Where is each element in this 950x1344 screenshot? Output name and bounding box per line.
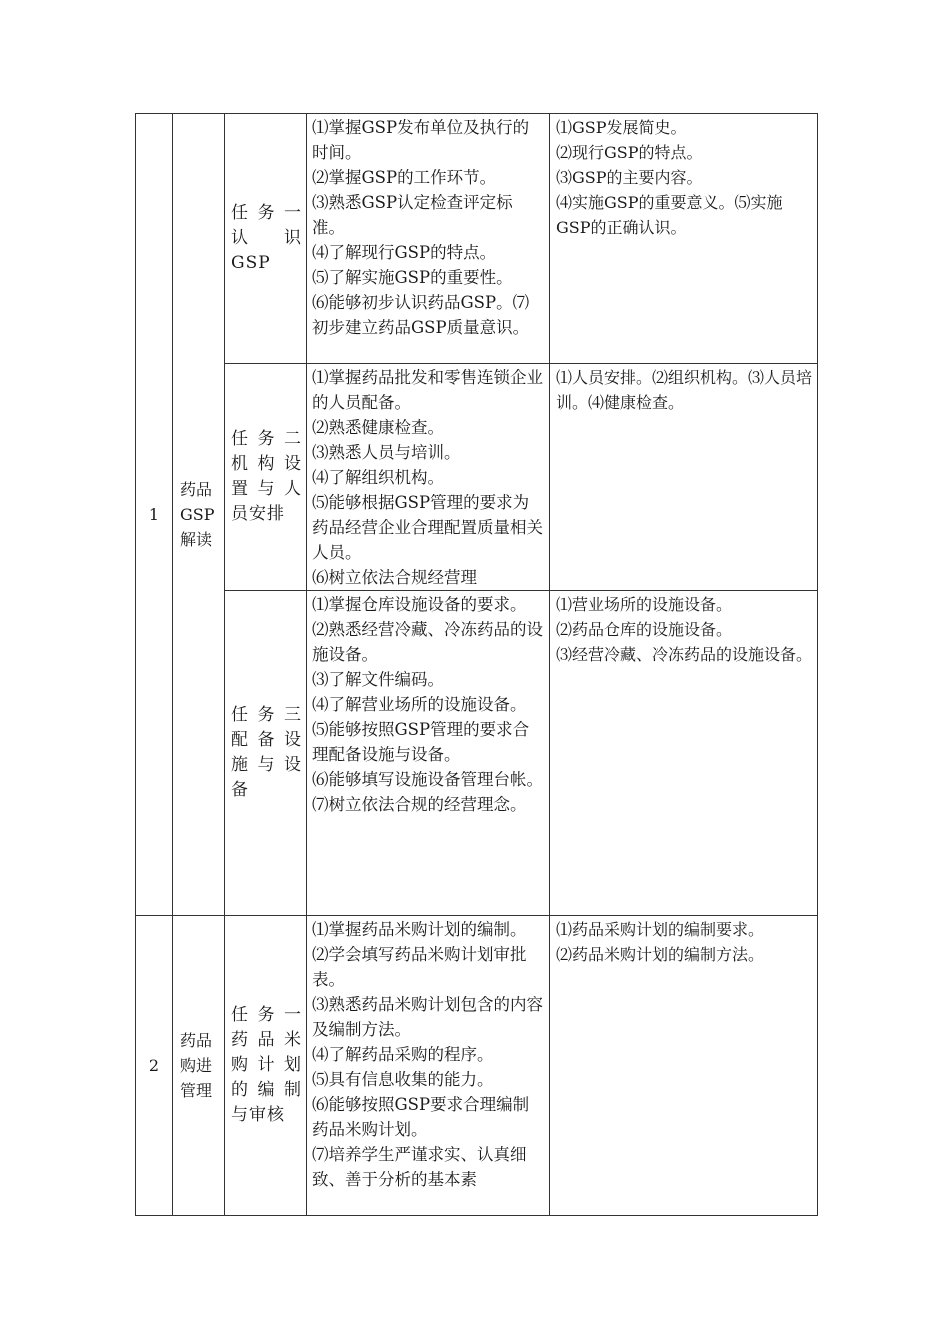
objective-item: ⑹能够初步认识药品GSP。⑺初步建立药品GSP质量意识。 [312,293,530,337]
objective-item: ⑺树立依法合规的经营理念。 [312,795,527,814]
row-number: 1 [136,114,173,916]
objective-item: ⑵熟悉经营冷藏、冷冻药品的设施设备。 [312,620,543,664]
objective-item: ⑶熟悉药品米购计划包含的内容及编制方法。 [312,995,543,1039]
task-objectives [307,364,550,591]
task-content [550,916,818,1216]
task-name: 任务二机构设置与人员安排 [225,364,307,591]
table-row [136,114,818,364]
objective-item: ⑶熟悉GSP认定检查评定标准。 [312,193,513,237]
objective-item: ⑸能够按照GSP管理的要求合理配备设施与设备。 [312,720,530,764]
objective-item: ⑴掌握仓库设施设备的要求。 [312,595,527,614]
objective-item: ⑸具有信息收集的能力。 [312,1070,494,1089]
objective-item: ⑵学会填写药品米购计划审批表。 [312,945,527,989]
table-row [136,591,818,916]
objective-item: ⑺培养学生严谨求实、认真细致、善于分析的基本素 [312,1145,527,1189]
task-content [550,114,818,364]
task-objectives [307,916,550,1216]
objective-item: ⑹树立依法合规经营理 [312,568,477,587]
module-name: 药品GSP解读 [173,114,225,916]
content-item: ⑵药品米购计划的编制方法。 [556,945,765,964]
task-name: 任务三配备设施与设备 [225,591,307,916]
task-objectives [307,114,550,364]
content-item: ⑶经营冷藏、冷冻药品的设施设备。 [556,645,813,664]
objective-item: ⑴掌握药品米购计划的编制。 [312,920,527,939]
objective-item: ⑷了解药品采购的程序。 [312,1045,494,1064]
objective-item: ⑶熟悉人员与培训。 [312,443,461,462]
objective-item: ⑵掌握GSP的工作环节。 [312,168,497,187]
content-item: ⑴GSP发展简史。 [556,118,687,137]
content-item: ⑵现行GSP的特点。 [556,143,703,162]
content-item: ⑴药品采购计划的编制要求。 [556,920,765,939]
content-item: ⑴人员安排。⑵组织机构。⑶人员培训。⑷健康检查。 [556,368,813,412]
objective-item: ⑴掌握药品批发和零售连锁企业的人员配备。 [312,368,543,412]
task-content [550,591,818,916]
module-name: 药品购进管理 [173,916,225,1216]
content-item: ⑷实施GSP的重要意义。⑸实施GSP的正确认识。 [556,193,783,237]
objective-item: ⑴掌握GSP发布单位及执行的时间。 [312,118,530,162]
objective-item: ⑷了解组织机构。 [312,468,444,487]
objective-item: ⑶了解文件编码。 [312,670,444,689]
content-item: ⑶GSP的主要内容。 [556,168,703,187]
objective-item: ⑷了解营业场所的设施设备。 [312,695,527,714]
curriculum-table [135,113,818,1216]
task-objectives [307,591,550,916]
table-row [136,364,818,591]
objective-item: ⑷了解现行GSP的特点。 [312,243,497,262]
task-content [550,364,818,591]
objective-item: ⑸了解实施GSP的重要性。 [312,268,513,287]
table-row [136,916,818,1216]
task-name: 任务一认识GSP [225,114,307,364]
objective-item: ⑵熟悉健康检查。 [312,418,444,437]
objective-item: ⑹能够填写设施设备管理台帐。 [312,770,543,789]
content-item: ⑵药品仓库的设施设备。 [556,620,733,639]
content-item: ⑴营业场所的设施设备。 [556,595,733,614]
objective-item: ⑸能够根据GSP管理的要求为药品经营企业合理配置质量相关人员。 [312,493,543,562]
task-name: 任务一药品米购计划的编制与审核 [225,916,307,1216]
row-number: 2 [136,916,173,1216]
objective-item: ⑹能够按照GSP要求合理编制药品米购计划。 [312,1095,530,1139]
